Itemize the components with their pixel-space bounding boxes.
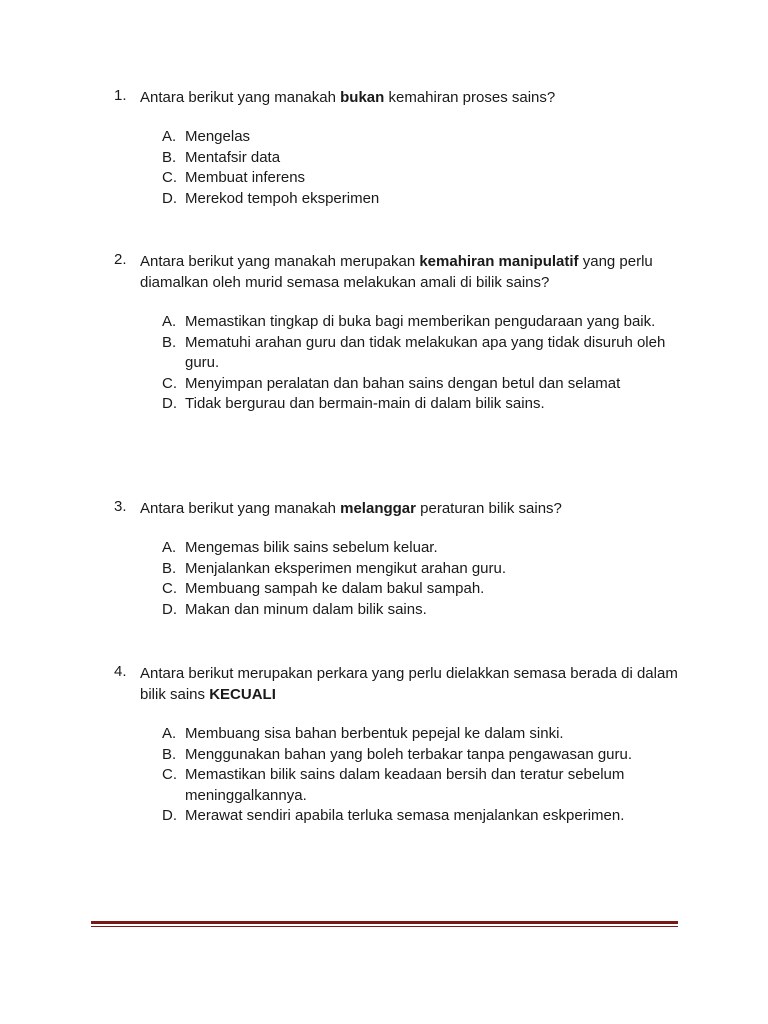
option-d: D. Merawat sendiri apabila terluka semasa menjalankan eskperimen. <box>162 807 625 824</box>
footer-divider <box>91 921 678 927</box>
footer-divider-thick <box>91 921 678 924</box>
option-a: A. Mengelas <box>162 128 251 145</box>
option-d: D. Tidak bergurau dan bermain-main di dalam bilik sains. <box>162 395 545 412</box>
question-2 <box>114 251 694 430</box>
question-keyword: bukan <box>340 89 385 106</box>
option-b: B. Mematuhi arahan guru dan tidak melakukan apa yang tidak disuruh oleh guru. <box>162 333 666 371</box>
question-text: Antara berikut merupakan perkara yang perlu dielakkan semasa berada di dalam bilik sains KECUALI <box>140 665 678 703</box>
question-4 <box>114 663 694 842</box>
question-1 <box>114 87 694 224</box>
option-d: D. Makan dan minum dalam bilik sains. <box>162 600 427 618</box>
question-text: Antara berikut yang manakah merupakan kemahiran manipulatif yang perlu diamalkan oleh murid semasa melakukan amali di bilik sains? <box>140 253 653 291</box>
option-b: B. Menjalankan eksperimen mengikut arahan guru. <box>162 559 507 577</box>
question-keyword: kemahiran manipulatif <box>419 253 579 270</box>
option-list <box>162 538 694 620</box>
question-text: Antara berikut yang manakah melanggar peraturan bilik sains? <box>140 500 562 517</box>
option-c: C. Menyimpan peralatan dan bahan sains dengan betul dan selamat <box>162 374 621 392</box>
option-list <box>162 312 694 415</box>
option-list <box>162 724 694 827</box>
question-keyword: melanggar <box>340 500 416 517</box>
question-keyword: KECUALI <box>209 686 276 703</box>
option-b: B. Mentafsir data <box>162 148 281 166</box>
footer-divider-thin <box>91 926 678 927</box>
question-3 <box>114 498 694 635</box>
option-a: A. Mengemas bilik sains sebelum keluar. <box>162 539 438 556</box>
question-number: 2. <box>114 251 127 268</box>
option-c: C. Membuat inferens <box>162 169 306 186</box>
question-number: 3. <box>114 498 127 515</box>
option-b: B. Menggunakan bahan yang boleh terbakar tanpa pengawasan guru. <box>162 745 633 763</box>
question-number: 1. <box>114 87 127 104</box>
option-a: A. Membuang sisa bahan berbentuk pepejal ke dalam sinki. <box>162 725 564 742</box>
option-list <box>162 127 694 209</box>
question-number: 4. <box>114 663 127 680</box>
option-c: C. Memastikan bilik sains dalam keadaan bersih dan teratur sebelum meninggalkannya. <box>162 766 625 804</box>
option-d: D. Merekod tempoh eksperimen <box>162 189 380 207</box>
option-c: C. Membuang sampah ke dalam bakul sampah. <box>162 580 485 597</box>
question-text: Antara berikut yang manakah bukan kemahiran proses sains? <box>140 89 556 106</box>
option-a: A. Memastikan tingkap di buka bagi memberikan pengudaraan yang baik. <box>162 313 656 330</box>
